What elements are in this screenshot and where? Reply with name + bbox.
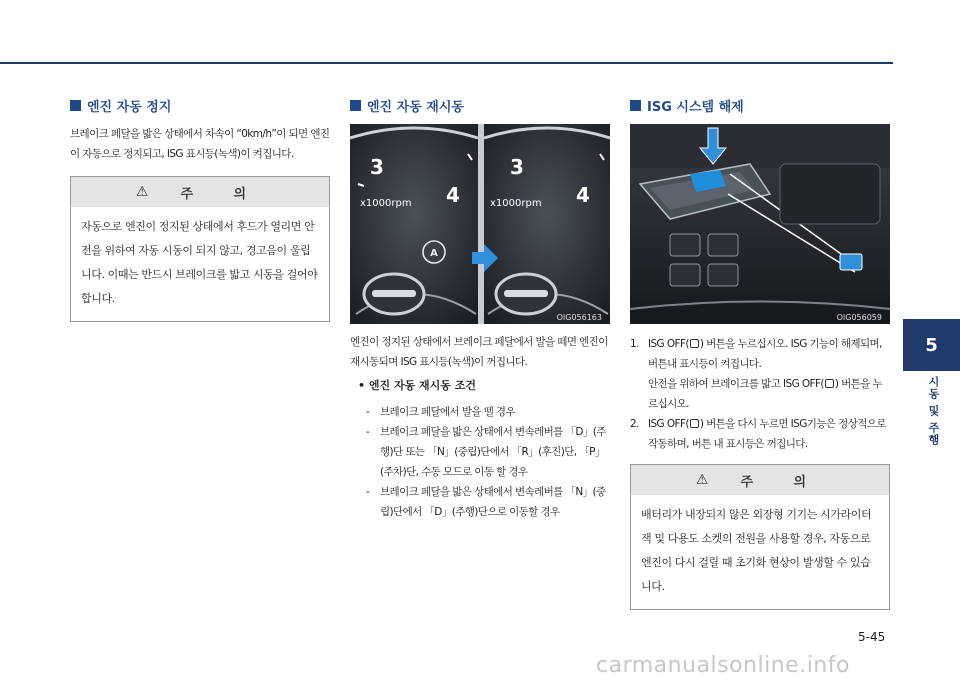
section-heading: [350, 96, 610, 114]
section-heading: [630, 96, 890, 114]
caution-header: [71, 177, 329, 207]
square-bullet-icon: [630, 100, 641, 111]
list-item: - 브레이크 페달에서 발을 뗄 경우: [366, 402, 610, 422]
watermark: carmanualsonline.info: [596, 653, 850, 678]
gauge-right-unit: x1000rpm: [490, 198, 542, 209]
photo-code: OIG056059: [836, 313, 882, 322]
gauge-left-unit: x1000rpm: [360, 198, 412, 209]
list-item: - 브레이크 페달을 밟은 상태에서 변속레버를 「D」(주행)단 또는 「N」(중립)단에서 「R」(후진)단, 「P」(주차)단, 수동 모드로 이동 할 경우: [366, 422, 610, 482]
section-engine-auto-restart: [350, 96, 610, 522]
section-engine-auto-stop: [70, 96, 330, 322]
gauge-left-digit-3: 3: [370, 155, 384, 179]
list-item: - 브레이크 페달을 밟은 상태에서 변속레버를 「N」(중립)단에서 「D」(주행)단으로 이동할 경우: [366, 482, 610, 522]
list-item: [630, 334, 890, 414]
center-console-illustration: [630, 124, 890, 324]
warning-triangle-icon: ⚠: [695, 472, 709, 488]
caution-box: [70, 176, 330, 322]
top-rule: [0, 62, 893, 64]
gauge-photo: [350, 124, 610, 324]
caution-header: [631, 465, 889, 495]
caution-body: 배터리가 내장되지 않은 외장형 기기는 시가라이터 잭 및 다용도 소켓의 전원을 사용할 경우, 자동으로 엔진이 다시 걸릴 때 초기화 현상이 발생할 수 있습니다.: [641, 508, 872, 593]
heading-text: 엔진 자동 재시동: [367, 99, 464, 115]
isg-off-icon: [690, 419, 699, 428]
step-text: ISG OFF(: [648, 418, 689, 430]
list-item: [630, 414, 890, 454]
square-bullet-icon: [350, 100, 361, 111]
isg-steps-list: [630, 334, 890, 454]
step-text: ) 버튼을 누르십시오. ISG 기능이 해제되며, 버튼내 표시등이 켜집니다.: [648, 338, 882, 370]
chapter-tab[interactable]: [903, 319, 960, 371]
restart-conditions-title: • 엔진 자동 재시동 조건: [358, 379, 476, 392]
caution-title: 주 의: [180, 186, 265, 202]
heading-text: 엔진 자동 정지: [87, 99, 172, 115]
restart-conditions-list: [350, 402, 610, 522]
body-text: 브레이크 페달을 밟은 상태에서 차속이 “0km/h”이 되면 엔진이 자동으로 정지되고, ISG 표시등(녹색)이 켜집니다.: [70, 128, 330, 160]
step-text: ISG OFF(: [648, 338, 689, 350]
step-text: 안전을 위하여 브레이크를 밟고 ISG OFF(: [648, 378, 824, 390]
step-number: 2.: [630, 418, 639, 430]
isg-off-icon: [690, 339, 699, 348]
caution-title: 주 의: [740, 474, 825, 490]
caution-body: 자동으로 엔진이 정지된 상태에서 후드가 열리면 안전을 위하여 자동 시동이 되지 않고, 경고음이 울립니다. 이때는 반드시 브레이크를 밟고 시동을 걸어야 합니다.: [81, 220, 318, 305]
section-heading: [70, 96, 330, 114]
gauge-right-digit-3: 3: [510, 155, 524, 179]
step-number: 1.: [630, 338, 639, 350]
gauge-right-digit-4: 4: [576, 183, 590, 207]
heading-text: ISG 시스템 해제: [647, 99, 744, 115]
console-photo: [630, 124, 890, 324]
warning-triangle-icon: ⚠: [135, 184, 149, 200]
chapter-label: 시동 및 주행: [927, 376, 940, 446]
photo-code: OIG056163: [556, 313, 602, 322]
section-isg-system-off: [630, 96, 890, 610]
gauge-left-digit-4: 4: [446, 183, 460, 207]
caution-box: [630, 464, 890, 610]
square-bullet-icon: [70, 100, 81, 111]
step-text: ) 버튼을 다시 누르면 ISG기능은 정상적으로 작동하며, 버튼 내 표시등은 꺼집니다.: [648, 418, 886, 450]
page-number: 5-45: [858, 630, 886, 644]
svg-text:A: A: [430, 248, 438, 259]
chapter-number: 5: [925, 334, 938, 356]
isg-off-icon: [825, 379, 834, 388]
body-text: 엔진이 정지된 상태에서 브레이크 페달에서 발을 떼면 엔진이 재시동되며 ISG 표시등(녹색)이 꺼집니다.: [350, 336, 608, 368]
step-text: ) 버튼을 누르십시오.: [648, 378, 883, 410]
tachometer-illustration: [350, 124, 610, 324]
